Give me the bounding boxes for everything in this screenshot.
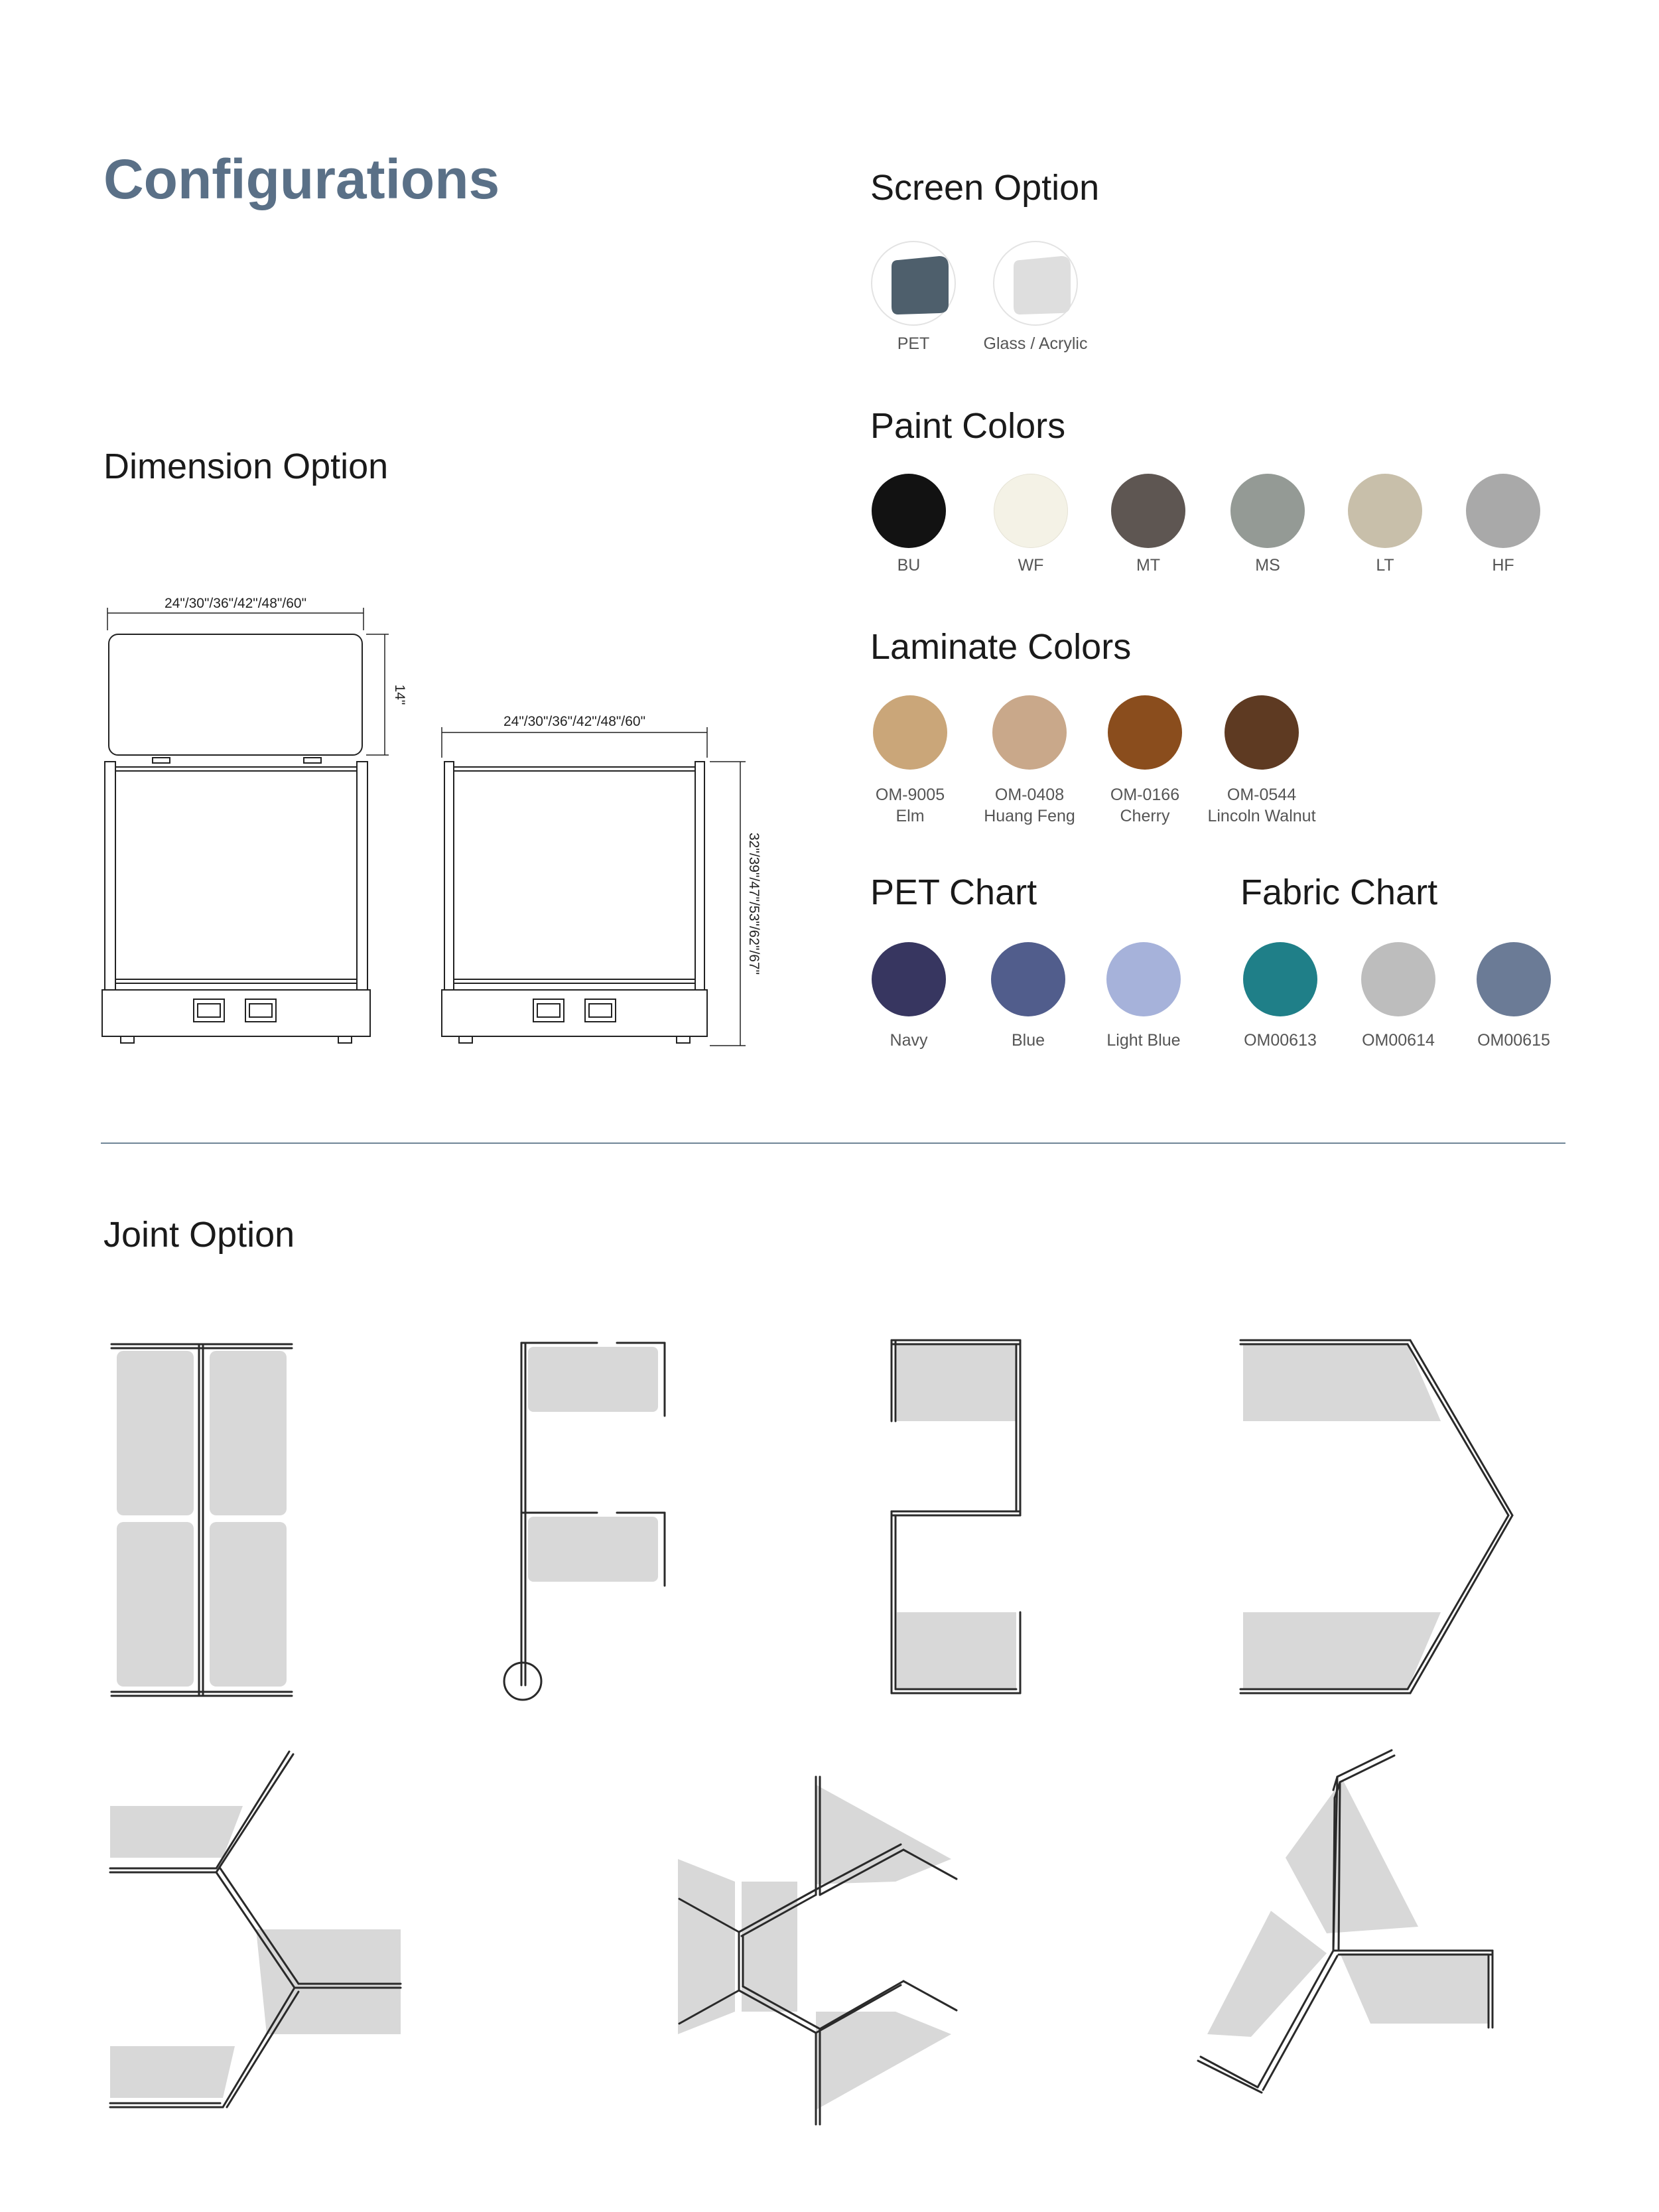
- paint-color-swatch[interactable]: [1230, 474, 1305, 548]
- paint-color-swatch[interactable]: [1348, 474, 1422, 548]
- page-title: Configurations: [103, 148, 500, 210]
- paint-color-label: HF: [1492, 556, 1514, 575]
- paint-color-swatch[interactable]: [872, 474, 946, 548]
- fabric-color-swatch[interactable]: [1361, 942, 1435, 1016]
- fabric-color-swatch[interactable]: [1477, 942, 1551, 1016]
- height-label-a: 14": [392, 684, 407, 705]
- laminate-color-code: OM-0408: [994, 786, 1065, 804]
- laminate-color-name: Elm: [896, 807, 925, 825]
- joint-option-heading: Joint Option: [103, 1215, 295, 1255]
- screen-glass-swatch[interactable]: [992, 240, 1079, 326]
- fabric-color-label: OM00614: [1362, 1031, 1435, 1050]
- height-label-b: 32"/39"/47"/53"/62"/67": [746, 832, 762, 975]
- laminate-color-code: OM-9005: [875, 786, 945, 804]
- fabric-color-label: OM00615: [1477, 1031, 1550, 1050]
- laminate-color-name: Cherry: [1120, 807, 1170, 825]
- screen-pet-label: PET: [897, 334, 930, 353]
- paint-color-label: LT: [1376, 556, 1394, 575]
- screen-pet-swatch[interactable]: [870, 240, 957, 326]
- glass-screen-icon: [992, 240, 1079, 326]
- joint-option-diagrams: [93, 1314, 1579, 2136]
- paint-color-label: WF: [1018, 556, 1044, 575]
- paint-color-label: BU: [897, 556, 921, 575]
- pet-color-swatch[interactable]: [991, 942, 1065, 1016]
- fabric-color-swatch[interactable]: [1243, 942, 1317, 1016]
- laminate-color-label: [1175, 784, 1348, 827]
- width-label-a: 24"/30"/36"/42"/48"/60": [164, 596, 307, 611]
- paint-color-swatch[interactable]: [1111, 474, 1185, 548]
- pet-color-swatch[interactable]: [872, 942, 946, 1016]
- laminate-color-code: OM-0544: [1227, 786, 1297, 804]
- paint-color-label: MT: [1136, 556, 1161, 575]
- width-label-b: 24"/30"/36"/42"/48"/60": [503, 714, 646, 729]
- pet-color-label: Navy: [890, 1031, 928, 1050]
- pet-color-label: Light Blue: [1106, 1031, 1181, 1050]
- fabric-color-label: OM00613: [1244, 1031, 1317, 1050]
- pet-chart-heading: PET Chart: [870, 872, 1037, 912]
- dimension-drawing: [93, 584, 796, 1062]
- paint-color-label: MS: [1255, 556, 1280, 575]
- paint-color-swatch[interactable]: [1466, 474, 1540, 548]
- paint-color-swatch[interactable]: [994, 474, 1068, 548]
- laminate-color-swatch[interactable]: [1108, 695, 1182, 770]
- pet-screen-icon: [870, 240, 957, 326]
- laminate-color-code: OM-0166: [1110, 786, 1180, 804]
- fabric-chart-heading: Fabric Chart: [1240, 872, 1438, 912]
- pet-color-swatch[interactable]: [1106, 942, 1181, 1016]
- screen-glass-label: Glass / Acrylic: [983, 334, 1088, 353]
- laminate-color-swatch[interactable]: [1225, 695, 1299, 770]
- laminate-color-name: Lincoln Walnut: [1207, 807, 1316, 825]
- pet-color-label: Blue: [1011, 1031, 1045, 1050]
- section-divider: [101, 1142, 1565, 1144]
- screen-option-heading: Screen Option: [870, 168, 1100, 208]
- laminate-color-name: Huang Feng: [984, 807, 1075, 825]
- dimension-option-heading: Dimension Option: [103, 447, 389, 486]
- laminate-color-swatch[interactable]: [873, 695, 947, 770]
- paint-colors-heading: Paint Colors: [870, 406, 1066, 446]
- laminate-color-swatch[interactable]: [992, 695, 1067, 770]
- laminate-colors-heading: Laminate Colors: [870, 627, 1132, 667]
